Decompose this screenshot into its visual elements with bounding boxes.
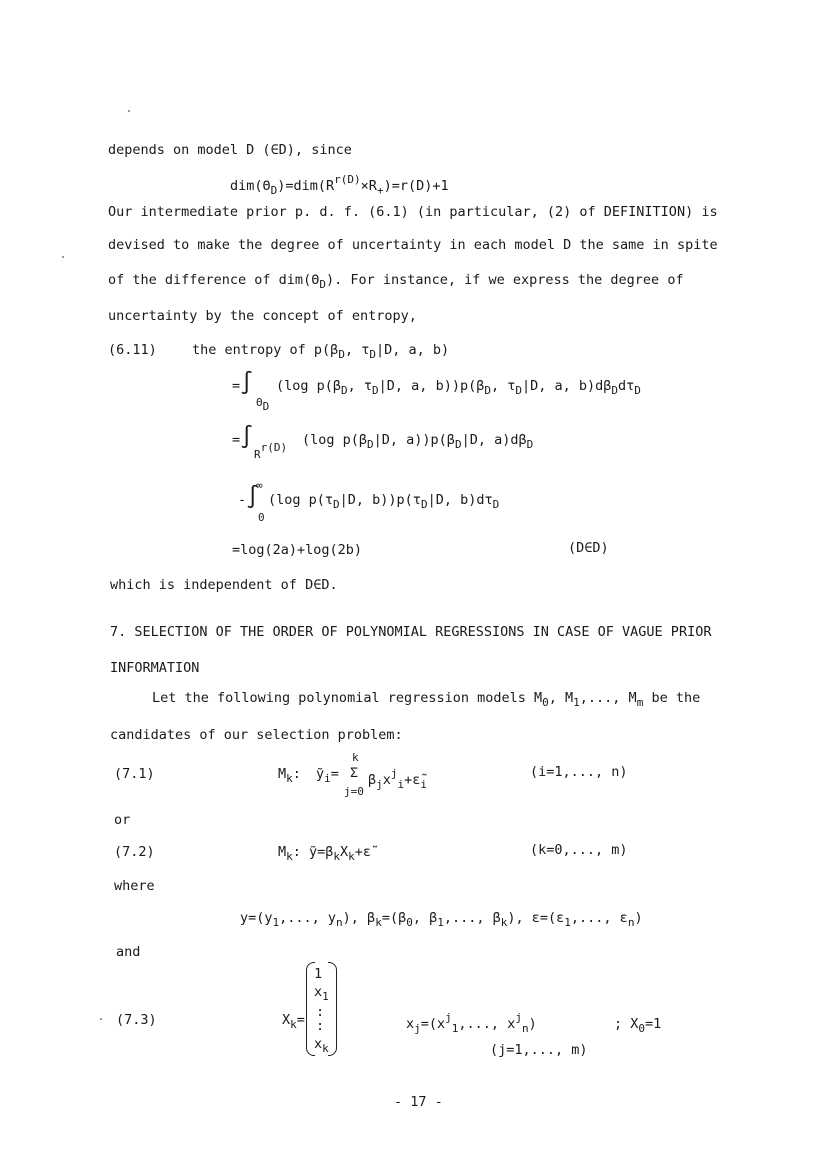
equation-line: $x_j=(x^j_1$,..., $x^j_n$) xyxy=(406,1011,537,1035)
equation-condition: (j=1,..., m) xyxy=(490,1042,588,1058)
scan-speck xyxy=(62,256,64,258)
matrix-entry: 1 xyxy=(314,966,323,982)
scan-speck xyxy=(100,1018,102,1020)
equation-condition: (k=0,..., m) xyxy=(530,842,628,858)
equation-line: -∫ xyxy=(238,485,260,510)
equation-line: =∫ xyxy=(232,425,254,450)
equation-line: the entropy of $p(\beta_D$, $\tau_D|D$, a, b) xyxy=(192,342,450,361)
matrix-entry: : xyxy=(316,1018,325,1034)
integral-domain: Rr(D) xyxy=(254,441,288,461)
text-line: candidates of our selection problem: xyxy=(110,727,403,743)
section-heading: INFORMATION xyxy=(110,660,200,676)
equation-condition: (D∈D) xyxy=(568,540,609,556)
equation-label: (7.3) xyxy=(116,1012,157,1028)
equation-line: $y=(y_1$,..., $y_n$), $\beta_k=(\beta_0$, $\beta_1$,..., $\beta_k$), $\varepsilon=(\varepsilon_1$,..., $\varepsilon_n$) xyxy=(240,910,643,929)
text-line: devised to make the degree of uncertainty in each model D the same in spite xyxy=(108,237,718,253)
equation-line: (log $p(\beta_D|D$, $a))p(\beta_D|D$, $a)d\beta_D$ xyxy=(302,432,534,451)
equation-dim: $dim(\Theta_D)=dim(R^{r(D)}\times R_+)=r(D)+1$ xyxy=(230,173,449,197)
matrix-entry: $x_1$ xyxy=(314,984,329,1003)
text-line: of the difference of $dim(\Theta_D)$. For instance, if we express the degree of xyxy=(108,272,684,291)
equation-line: =∫ xyxy=(232,371,254,396)
text-line: where xyxy=(114,878,155,894)
matrix-entry: $x_k$ xyxy=(314,1036,329,1055)
integral-domain: ΘD xyxy=(256,396,270,413)
text-line: or xyxy=(114,812,131,828)
text-line: Our intermediate prior p. d. f. (6.1) (in particular, (2) of DEFINITION) is xyxy=(108,204,718,220)
text-line: which is independent of D∈D. xyxy=(110,577,338,593)
matrix-right-paren xyxy=(328,962,337,1056)
equation-line: (log $p(\beta_D$, $\tau_D|D$, a, $b))p(\beta_D$, $\tau_D|D$, a, $b)d\beta_Dd\tau_D$ xyxy=(276,378,641,397)
text-line: and xyxy=(116,944,141,960)
equation-line: $M_k$: $ỹ=\beta_kX_k+\varepsiloñ$ xyxy=(278,844,372,863)
equation-label: (6.11) xyxy=(108,342,157,358)
sum-symbol: Σ xyxy=(350,765,359,781)
equation-line: (log $p(\tau_D|D$, $b))p(\tau_D|D$, $b)d\tau_D$ xyxy=(268,492,500,511)
sum-upper: k xyxy=(352,751,359,764)
equation-label: (7.2) xyxy=(114,844,155,860)
sum-lower: j=0 xyxy=(344,785,364,798)
equation-line: $X_k=$ xyxy=(282,1012,305,1031)
matrix-entry: : xyxy=(316,1004,325,1020)
text-line: depends on model D (∈D), since xyxy=(108,142,352,158)
equation-line: ỹ$_i$= xyxy=(316,766,339,785)
equation-line: $M_k$: xyxy=(278,766,301,785)
text-line: uncertainty by the concept of entropy, xyxy=(108,308,417,324)
integral-upper: ∞ xyxy=(256,479,263,492)
equation-condition: (i=1,..., n) xyxy=(530,764,628,780)
equation-label: (7.1) xyxy=(114,766,155,782)
equation-line: =log(2a)+log(2b) xyxy=(232,542,363,558)
section-heading: 7. SELECTION OF THE ORDER OF POLYNOMIAL REGRESSIONS IN CASE OF VAGUE PRIOR xyxy=(110,624,712,640)
integral-lower: 0 xyxy=(258,511,265,524)
page-number: - 17 - xyxy=(394,1094,443,1110)
scan-speck xyxy=(128,110,130,112)
equation-line: ; $X_0=1$ xyxy=(614,1016,662,1035)
text-line: Let the following polynomial regression models $M_0$, $M_1$,..., $M_m$ be the xyxy=(152,690,701,709)
equation-line: $\beta_jx^j_i+\varepsiloñ_i$ xyxy=(368,767,428,791)
